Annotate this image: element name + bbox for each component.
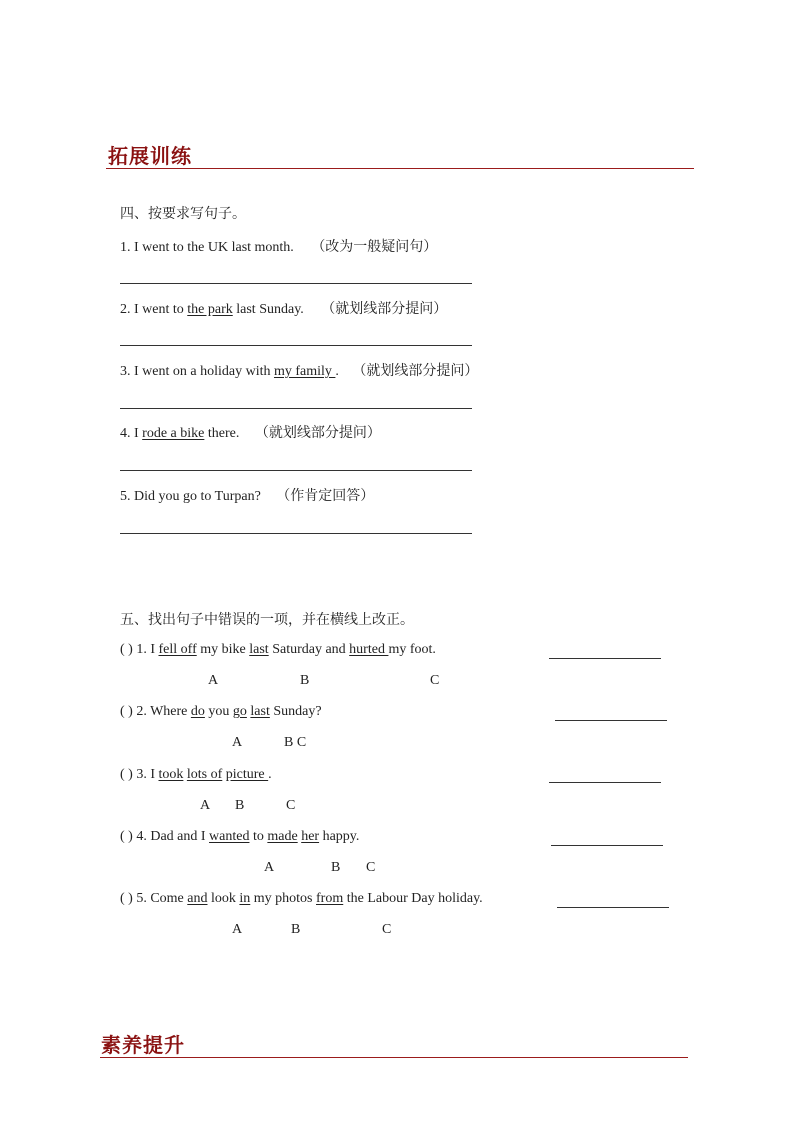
option-b-label: B xyxy=(331,860,341,875)
part5-sentence-5: ( ) 5. Come and look in my photos from the Labour Day holiday. xyxy=(120,891,483,906)
section-rule-improve xyxy=(100,1057,688,1058)
part4-question-4: 4. I rode a bike there. （就划线部分提问） xyxy=(120,425,381,441)
part4-question-5 xyxy=(120,485,374,505)
correction-line-5[interactable] xyxy=(557,907,669,908)
underlined-part: my family xyxy=(273,364,336,379)
question-instruction: （改为一般疑问句） xyxy=(311,239,438,255)
option-a-label: A xyxy=(232,922,243,937)
answer-line-5[interactable] xyxy=(120,533,472,534)
option-b-label: B xyxy=(291,922,301,937)
answer-paren[interactable]: ( ) xyxy=(120,829,133,844)
answer-line-2[interactable] xyxy=(120,345,472,346)
answer-line-1[interactable] xyxy=(120,283,472,284)
option-bc-label: B C xyxy=(284,735,307,750)
part4-heading: 四、按要求写句子。 xyxy=(120,206,246,222)
section-title-improve: 素养提升 xyxy=(101,1033,185,1057)
part5-sentence-2: ( ) 2. Where do you go last Sunday? xyxy=(120,704,322,719)
option-a-label: A xyxy=(264,860,275,875)
part4-question-1 xyxy=(120,236,437,256)
question-instruction: （就划线部分提问） xyxy=(352,363,479,379)
part5-sentence-4: ( ) 4. Dad and I wanted to made her happy. xyxy=(120,829,360,844)
underlined-part: rode a bike xyxy=(142,426,205,441)
question-text: 5. Did you go to Turpan? xyxy=(120,489,261,504)
underlined-part: the park xyxy=(187,302,233,317)
question-instruction: （作肯定回答） xyxy=(276,488,375,504)
part4-question-3: 3. I went on a holiday with my family . （就划线部分提问） xyxy=(120,363,479,379)
correction-line-1[interactable] xyxy=(549,658,661,659)
option-c-label: C xyxy=(286,798,296,813)
correction-line-2[interactable] xyxy=(555,720,667,721)
part4-question-2: 2. I went to the park last Sunday. （就划线部分提问） xyxy=(120,301,448,317)
part5-heading: 五、找出句子中错误的一项，并在横线上改正。 xyxy=(120,612,414,628)
option-b-label: B xyxy=(235,798,245,813)
answer-paren[interactable]: ( ) xyxy=(120,642,133,657)
option-c-label: C xyxy=(366,860,376,875)
answer-line-4[interactable] xyxy=(120,470,472,471)
question-instruction: （就划线部分提问） xyxy=(254,425,381,441)
option-a-label: A xyxy=(208,673,219,688)
option-c-label: C xyxy=(430,673,440,688)
question-instruction: （就划线部分提问） xyxy=(321,301,448,317)
correction-line-3[interactable] xyxy=(549,782,661,783)
option-c-label: C xyxy=(382,922,392,937)
answer-line-3[interactable] xyxy=(120,408,472,409)
answer-paren[interactable]: ( ) xyxy=(120,704,133,719)
correction-line-4[interactable] xyxy=(551,845,663,846)
question-text: 1. I went to the UK last month. xyxy=(120,240,294,255)
answer-paren[interactable]: ( ) xyxy=(120,891,133,906)
part5-sentence-3: ( ) 3. I took lots of picture . xyxy=(120,767,272,782)
answer-paren[interactable]: ( ) xyxy=(120,767,133,782)
part5-sentence-1: ( ) 1. I fell off my bike last Saturday and hurted my foot. xyxy=(120,642,436,657)
option-a-label: A xyxy=(232,735,243,750)
option-a-label: A xyxy=(200,798,211,813)
option-b-label: B xyxy=(300,673,310,688)
section-rule-expand xyxy=(106,168,694,169)
section-title-expand: 拓展训练 xyxy=(108,144,192,168)
